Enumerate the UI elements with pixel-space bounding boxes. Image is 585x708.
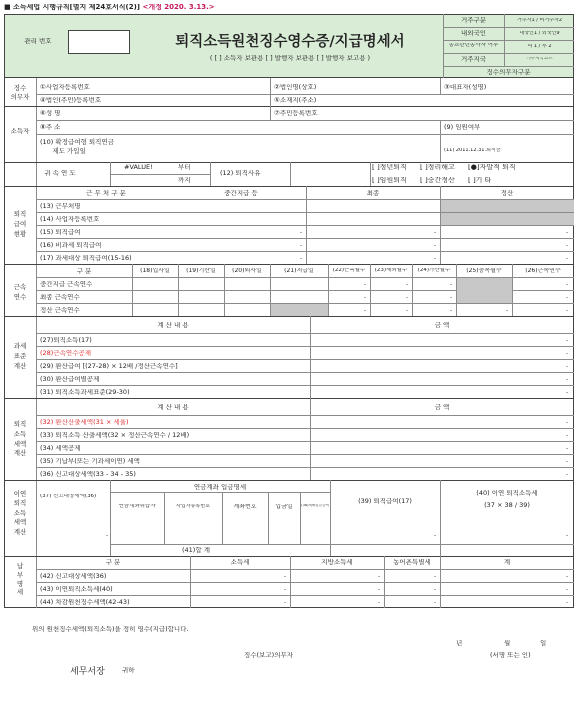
empty-value-dash[interactable]: -: [434, 229, 437, 236]
empty-value-dash[interactable]: -: [300, 255, 303, 262]
taxcalc-row-prepaid: (35) 기납부(또는 기과세이연) 세액: [40, 458, 140, 465]
paydetail-row-target: (42) 신고대상세액(36): [40, 573, 107, 580]
payment-row-nontax: (16) 비과세 퇴직급여: [40, 242, 102, 249]
deferral-target-tax: (37) 신고대상세액(36): [40, 494, 97, 499]
empty-value-dash[interactable]: -: [566, 363, 569, 370]
paydetail-row-deferred: (43) 이연퇴직소득세(40): [40, 586, 113, 593]
resident-no-label: ⑦주민등록번호: [274, 110, 318, 117]
table-rule: [36, 595, 574, 596]
table-rule: [4, 186, 574, 187]
taxbase-section-label: 과세 표준 계산: [13, 342, 27, 370]
period-value: #VALUE!: [124, 164, 153, 171]
empty-value-dash[interactable]: -: [566, 458, 569, 465]
empty-value-dash[interactable]: -: [566, 432, 569, 439]
table-rule: [4, 398, 574, 399]
table-rule: [268, 492, 269, 544]
retire-2011-label: (11) 2011.12.31.퇴직금: [444, 148, 501, 153]
payment-row-taxable: (17) 과세대상 퇴직급여(15-16): [40, 255, 132, 262]
empty-value-dash[interactable]: -: [566, 337, 569, 344]
empty-value-dash[interactable]: -: [284, 586, 287, 593]
residence-country-code[interactable]: 거주지국코드: [526, 57, 553, 61]
table-rule: [4, 162, 574, 163]
footer-year: 년: [456, 640, 463, 647]
table-rule: [36, 199, 574, 200]
table-rule: [36, 441, 574, 442]
service-col-join: (18)입사일: [140, 268, 170, 274]
deferral-col-amount: (38)계좌입금금액: [301, 504, 329, 507]
empty-value-dash[interactable]: -: [406, 294, 409, 301]
empty-value-dash[interactable]: -: [450, 281, 453, 288]
reason-mid-settle[interactable]: [ ]중간정산: [420, 177, 455, 184]
payment-col-final: 최종: [366, 190, 380, 197]
table-rule: [36, 467, 574, 468]
service-col-excl: (23)제외월수: [374, 268, 408, 273]
table-rule: [443, 53, 574, 54]
empty-value-dash[interactable]: -: [566, 376, 569, 383]
empty-value-dash[interactable]: -: [378, 599, 381, 606]
table-rule: [4, 480, 574, 481]
empty-value-dash[interactable]: -: [378, 586, 381, 593]
empty-value-dash[interactable]: -: [434, 532, 437, 539]
religious-value[interactable]: 여 1 / 부 2: [527, 44, 552, 49]
deferral-col-date: 입금일: [275, 504, 293, 510]
corp-reg-no-label: ④법인(주민)등록번호: [40, 97, 102, 104]
recipient-name-label: ⑥성 명: [40, 110, 61, 117]
table-rule: [222, 492, 223, 544]
taxcalc-row-credit: (34) 세액공제: [40, 445, 81, 452]
deferral-retire-pay: (39) 퇴직급여(17): [358, 498, 412, 505]
service-row-final: 최종 근속연수: [40, 294, 80, 301]
paydetail-col-sum: 계: [503, 559, 511, 566]
table-rule: [36, 582, 574, 583]
taxcalc-row-computed-tax: (33) 퇴직소득 산출세액(32 × 정산근속연수 / 12배): [40, 432, 190, 439]
empty-value-dash[interactable]: -: [378, 573, 381, 580]
table-rule: [36, 134, 574, 135]
service-col-add: (24)가산월수: [417, 268, 451, 273]
page-title: 퇴직소득원천징수영수증/지급명세서: [175, 34, 405, 50]
table-rule: [36, 454, 574, 455]
payment-col-type: 근 무 처 구 분: [86, 190, 126, 197]
table-rule: [164, 492, 165, 544]
taxcalc-col-amount: 금 액: [434, 404, 450, 411]
empty-value-dash[interactable]: -: [434, 573, 437, 580]
period-from: 부터: [178, 164, 191, 171]
deferral-total: (41)합 계: [182, 547, 210, 554]
empty-value-dash[interactable]: -: [284, 573, 287, 580]
empty-value-dash[interactable]: -: [364, 307, 367, 314]
table-rule: [36, 238, 574, 239]
taxbase-col-amount: 금 액: [434, 322, 450, 329]
period-to: 까지: [178, 177, 191, 184]
taxcalc-section-label: 퇴직 소득 세액 계산: [13, 420, 27, 458]
pension-flag-label: (10) 확정급여형 퇴직연금 제도 가입일: [40, 138, 114, 156]
empty-value-dash[interactable]: -: [566, 307, 569, 314]
taxcalc-col-desc: 계 산 내 용: [157, 404, 189, 411]
table-rule: [440, 78, 441, 94]
deferral-col-bizno: 사업자등록번호: [176, 504, 210, 509]
empty-value-dash[interactable]: -: [450, 294, 453, 301]
empty-value-dash[interactable]: -: [566, 419, 569, 426]
footer-month: 월: [504, 640, 511, 647]
empty-value-dash[interactable]: -: [566, 294, 569, 301]
table-rule: [36, 333, 574, 334]
table-rule: [270, 78, 271, 106]
residence-type-value[interactable]: 거주자1 / 비거주자2: [516, 18, 563, 23]
deferral-col-provider: 연금계좌취급자: [118, 504, 156, 509]
deferral-col-account: 계좌번호: [233, 504, 257, 510]
table-rule: [36, 569, 574, 570]
exec-flag-label: (9) 임원여부: [444, 124, 481, 131]
empty-value-dash[interactable]: -: [434, 586, 437, 593]
empty-value-dash[interactable]: -: [434, 242, 437, 249]
deferral-section-label: 이연 퇴직 소득 세액 계산: [13, 490, 27, 536]
empty-value-dash[interactable]: -: [566, 242, 569, 249]
payment-row-workplace: (13) 근무처명: [40, 203, 81, 210]
table-rule: [4, 264, 574, 265]
empty-value-dash[interactable]: -: [566, 532, 569, 539]
empty-value-dash[interactable]: -: [284, 599, 287, 606]
payer-section-label: 징수 의무자: [10, 84, 30, 102]
mgmt-no-label: 관리 번호: [24, 38, 52, 45]
empty-value-dash[interactable]: -: [300, 229, 303, 236]
empty-value-dash[interactable]: -: [434, 599, 437, 606]
paydetail-col-local: 지방소득세: [321, 559, 353, 566]
empty-value-dash[interactable]: -: [566, 471, 569, 478]
table-rule: [300, 492, 301, 544]
taxbase-row-income: (27)퇴직소득(17): [40, 337, 92, 344]
service-col-type: 구 분: [76, 268, 92, 275]
footer-day: 일: [540, 640, 547, 647]
empty-value-dash[interactable]: -: [434, 255, 437, 262]
service-section-label: 근속 연수: [13, 283, 27, 301]
empty-value-dash[interactable]: -: [506, 307, 509, 314]
empty-value-dash[interactable]: -: [450, 307, 453, 314]
service-col-start: (19)기산일: [186, 268, 216, 274]
empty-value-dash[interactable]: -: [566, 229, 569, 236]
payment-section-label: 퇴직 급여 현황: [13, 210, 27, 238]
table-rule: [36, 428, 574, 429]
paydetail-col-type: 구 분: [105, 559, 121, 566]
empty-value-dash[interactable]: -: [406, 281, 409, 288]
service-col-leave: (20)퇴사일: [232, 268, 262, 274]
address-label: ⑤소재지(주소): [274, 97, 317, 104]
footer-tax-office: 세무서장: [70, 667, 105, 677]
domestic-value[interactable]: 내국인1 / 외국인9: [519, 31, 560, 36]
religious-label: 종교관련종사자 여부: [448, 43, 499, 48]
table-rule: [210, 162, 211, 186]
empty-value-dash[interactable]: -: [566, 281, 569, 288]
taxbase-row-converted-pay: (29) 환산급여 [(27-28) × 12배 /정산근속연수]: [40, 363, 178, 370]
payment-row-retire-pay: (15) 퇴직급여: [40, 229, 81, 236]
table-rule: [36, 251, 574, 252]
empty-value-dash[interactable]: -: [566, 586, 569, 593]
form-reference: ■ 소득세법 시행규칙[별지 제24호서식(2)] <개정 2020. 3.13.>: [4, 4, 215, 11]
domestic-label: 내외국인: [460, 30, 487, 37]
mgmt-no-field[interactable]: [68, 30, 130, 54]
empty-value-dash[interactable]: -: [300, 242, 303, 249]
table-rule: [4, 556, 574, 557]
reason-retirement-age[interactable]: [ ]정년퇴직: [372, 164, 407, 171]
table-rule: [290, 162, 291, 186]
recipient-section-label: 소득자: [10, 128, 30, 135]
empty-value-dash[interactable]: -: [566, 599, 569, 606]
table-rule: [36, 359, 574, 360]
table-rule: [4, 316, 574, 317]
paydetail-section-label: 납 부 명 세: [16, 562, 24, 597]
taxbase-row-converted-deduction: (30) 환산급여별공제: [40, 376, 100, 383]
paydetail-col-rural: 농어촌특별세: [393, 559, 431, 566]
table-rule: [36, 385, 574, 386]
footer-statement: 위의 원천징수세액(퇴직소득)을 정히 영수(지급)합니다.: [32, 626, 189, 633]
payment-col-settle: 정산: [500, 190, 514, 197]
deferral-account-header: 연금계좌 입금명세: [193, 484, 247, 491]
empty-value-dash[interactable]: -: [566, 255, 569, 262]
payment-col-mid: 중간지급 등: [224, 190, 258, 197]
reason-executive[interactable]: [ ]임원퇴직: [372, 177, 407, 184]
table-rule: [4, 106, 574, 107]
table-rule: [110, 174, 210, 175]
service-col-pay: (21)지급일: [284, 268, 314, 274]
table-rule: [36, 415, 574, 416]
paydetail-col-income: 소득세: [230, 559, 250, 566]
reason-other[interactable]: [ ]기 타: [468, 177, 492, 184]
empty-value-dash[interactable]: -: [566, 573, 569, 580]
period-label: 귀 속 연 도: [44, 170, 76, 177]
table-rule: [270, 106, 271, 120]
footer-honorific: 귀하: [122, 667, 135, 674]
taxcalc-row-target: (36) 신고대상세액(33 - 34 - 35): [40, 471, 136, 478]
table-rule: [36, 372, 574, 373]
empty-value-dash[interactable]: -: [566, 350, 569, 357]
table-rule: [370, 162, 371, 186]
table-rule: [440, 120, 441, 162]
table-rule: [36, 78, 37, 608]
table-rule: [36, 212, 574, 213]
empty-value-dash[interactable]: -: [566, 445, 569, 452]
recipient-address-label: ⑧주 소: [40, 124, 61, 131]
taxcalc-row-converted-tax: (32) 환산산출세액(31 × 세율): [40, 419, 129, 426]
table-rule: [36, 346, 574, 347]
service-row-mid: 중간지급 근속연수: [40, 281, 93, 288]
taxbase-row-tax-base: (31) 퇴직소득과세표준(29-30): [40, 389, 130, 396]
table-rule: [443, 27, 574, 28]
empty-value-dash[interactable]: -: [364, 281, 367, 288]
residence-type-label: 거주구분: [460, 17, 487, 24]
taxbase-row-service-deduction: (28)근속연수공제: [40, 350, 92, 357]
service-col-dup: (25)중복월수: [466, 268, 502, 274]
residence-country-label: 거주지국: [460, 56, 487, 63]
table-rule: [36, 94, 574, 95]
empty-value-dash[interactable]: -: [406, 307, 409, 314]
empty-value-dash[interactable]: -: [106, 532, 109, 539]
representative-label: ③대표자(성명): [444, 84, 487, 91]
table-rule: [110, 544, 574, 545]
page-subtitle: ( [ ] 소득자 보관용 [ ] 발행자 보관용 [ ] 발행자 보고용 ): [209, 55, 371, 62]
empty-value-dash[interactable]: -: [364, 294, 367, 301]
table-rule: [36, 225, 574, 226]
service-col-years: (26)근속연수: [525, 268, 561, 274]
table-rule: [36, 120, 574, 121]
deferral-deferred-tax: (40) 이연 퇴직소득세: [476, 490, 538, 497]
payment-row-bizno: (14) 사업자등록번호: [40, 216, 100, 223]
corp-name-label: ②법인명(상호): [274, 84, 317, 91]
deferral-formula: (37 × 38 / 39): [484, 502, 530, 509]
biz-no-label: ①사업자등록번호: [40, 84, 90, 91]
reason-layoff[interactable]: [ ]정리해고: [420, 164, 455, 171]
footer-sign-label: (서명 또는 인): [490, 652, 531, 659]
paydetail-row-net: (44) 차감원천징수세액(42-43): [40, 599, 130, 606]
taxbase-col-desc: 계 산 내 용: [157, 322, 189, 329]
service-col-months: (22)근속월수: [332, 268, 366, 273]
empty-value-dash[interactable]: -: [566, 389, 569, 396]
table-rule: [443, 40, 574, 41]
withholding-duty-label: 징수의무자구분: [486, 69, 531, 76]
footer-payer-label: 징수(보고)의무자: [244, 652, 294, 659]
service-row-settle: 정산 근속연수: [40, 307, 80, 314]
table-rule: [443, 66, 574, 67]
retire-reason-label: (12) 퇴직사유: [220, 170, 261, 177]
table-rule: [110, 492, 330, 493]
reason-voluntary[interactable]: [●]자발적 퇴직: [468, 164, 516, 171]
